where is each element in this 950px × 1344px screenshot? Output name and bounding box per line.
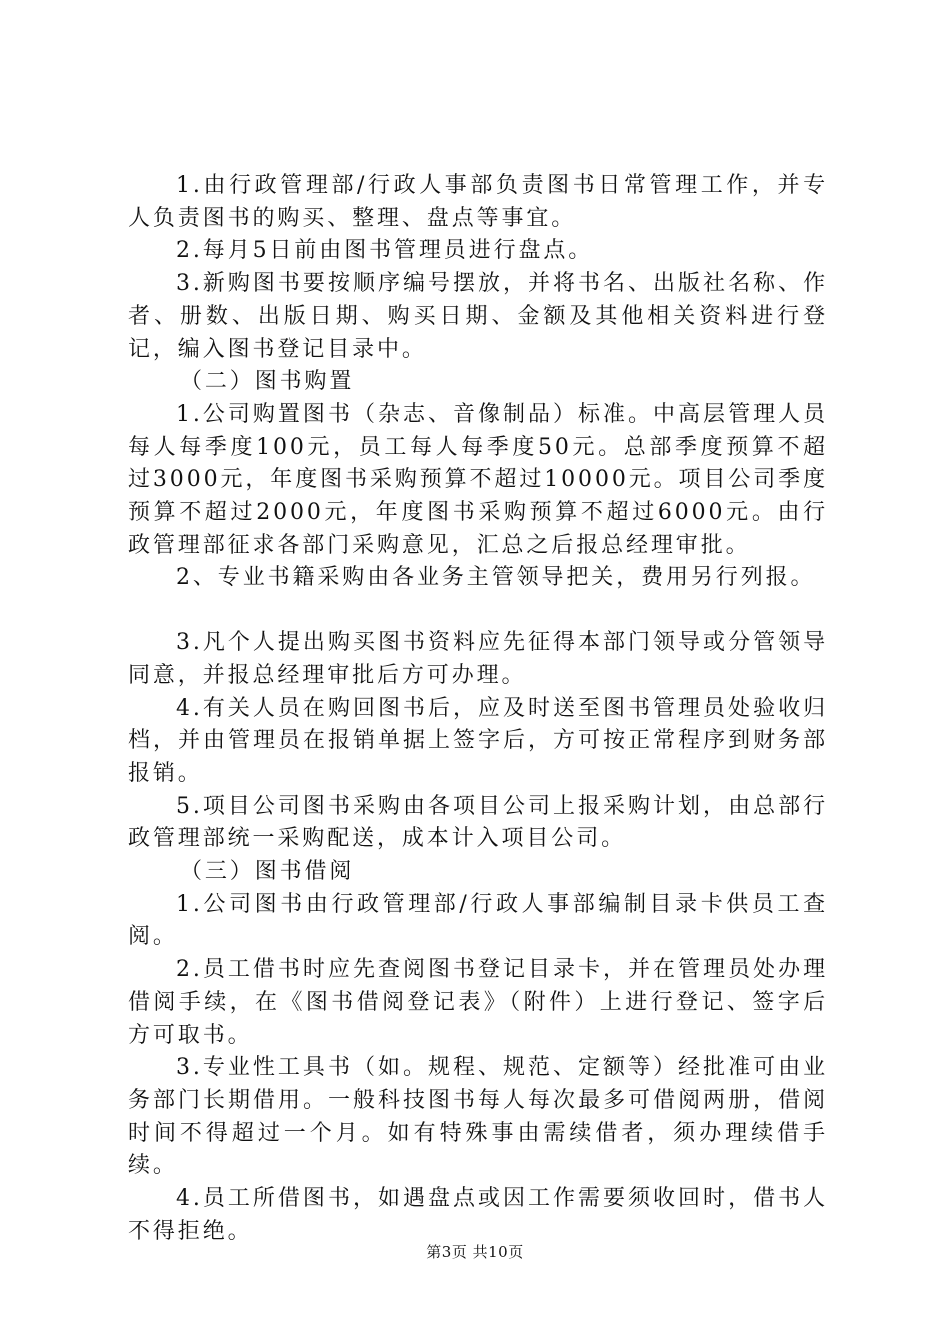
paragraph: 5.项目公司图书采购由各项目公司上报采购计划，由总部行政管理部统一采购配送，成本计入项目公司。 (128, 793, 828, 852)
paragraph: 4.员工所借图书，如遇盘点或因工作需要须收回时，借书人不得拒绝。 (128, 1186, 828, 1244)
paragraph: 3.凡个人提出购买图书资料应先征得本部门领导或分管领导同意，并报总经理审批后方可办理。 (128, 630, 828, 688)
paragraph: 4.有关人员在购回图书后，应及时送至图书管理员处验收归档，并由管理员在报销单据上签字后，方可按正常程序到财务部报销。 (128, 695, 828, 786)
blank-line (128, 595, 828, 627)
paragraph: 1.公司图书由行政管理部/行政人事部编制目录卡供员工查阅。 (128, 891, 828, 950)
section-heading: （三）图书借阅 (180, 859, 355, 885)
paragraph: 2.每月5日前由图书管理员进行盘点。 (176, 238, 594, 264)
paragraph: 1.由行政管理部/行政人事部负责图书日常管理工作，并专人负责图书的购买、整理、盘点等事宜。 (128, 173, 828, 231)
document-body (128, 170, 828, 1249)
paragraph: 1.公司购置图书（杂志、音像制品）标准。中高层管理人员每人每季度100元，员工每人每季度50元。总部季度预算不超过3000元，年度图书采购预算不超过10000元。项目公司季度预算不超过2000元，年度图书采购预算不超过6000元。由行政管理部征求各部门采购意见，汇总之后报总经理审批。 (128, 401, 828, 558)
paragraph: 3.新购图书要按顺序编号摆放，并将书名、出版社名称、作者、册数、出版日期、购买日期、金额及其他相关资料进行登记，编入图书登记目录中。 (128, 271, 828, 362)
paragraph: 3.专业性工具书（如。规程、规范、定额等）经批准可由业务部门长期借用。一般科技图书每人每次最多可借阅两册，借阅时间不得超过一个月。如有特殊事由需续借者，须办理续借手续。 (128, 1055, 828, 1179)
paragraph: 2.员工借书时应先查阅图书登记目录卡，并在管理员处办理借阅手续，在《图书借阅登记表》（附件）上进行登记、签字后方可取书。 (128, 957, 828, 1048)
section-heading: （二）图书购置 (180, 369, 355, 395)
page-number-footer: 第3页 共10页 (426, 1243, 524, 1261)
paragraph: 2、专业书籍采购由各业务主管领导把关，费用另行列报。 (176, 565, 816, 591)
